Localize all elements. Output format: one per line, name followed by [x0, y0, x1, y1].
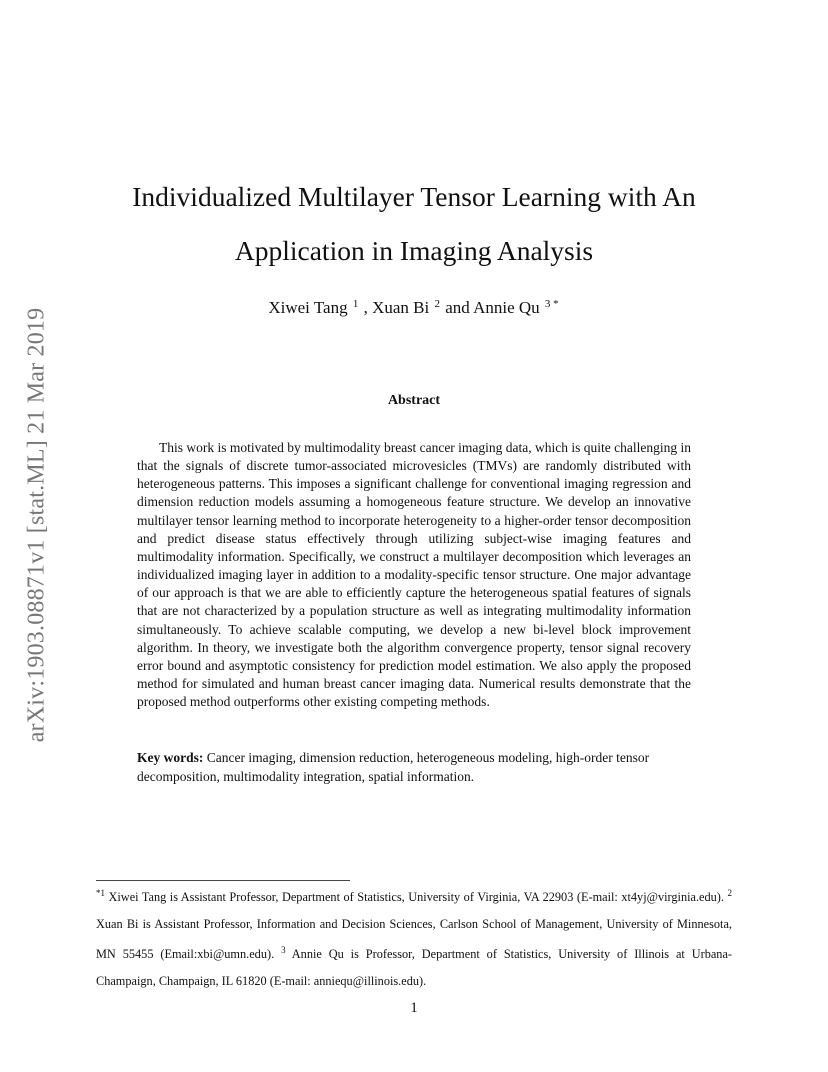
author-separator: and	[440, 298, 474, 317]
keywords-text: Cancer imaging, dimension reduction, heterogeneous modeling, high-order tensor decomposition, multimodality integration, spatial information.	[137, 750, 650, 784]
abstract-heading: Abstract	[387, 393, 441, 408]
title-line-1: Individualized Multilayer Tensor Learning with An	[132, 181, 696, 212]
author-name: Xuan Bi	[372, 298, 430, 317]
author-name: Annie Qu	[473, 298, 540, 317]
footnote-mark: *1	[96, 888, 105, 898]
affiliation-mark: 1	[352, 298, 359, 310]
footnote	[96, 880, 732, 994]
author-separator: ,	[359, 298, 373, 317]
footnote-mark: 2	[727, 888, 732, 898]
abstract-body: This work is motivated by multimodality breast cancer imaging data, which is quite challenging in that the signals of discrete tumor-associated microvesicles (TMVs) are randomly distributed with heterogeneous patterns. This imposes a significant challenge for conventional imaging regression and dimension reduction models assuming a homogeneous feature structure. We develop an innovative multilayer tensor learning method to incorporate heterogeneity to a higher-order tensor decomposition and predict disease status effectively through utilizing subject-wise imaging features and multimodality information. Specifically, we construct a multilayer decomposition which leverages an individualized imaging layer in addition to a modality-specific tensor structure. One major advantage of our approach is that we are able to efficiently capture the heterogeneous spatial features of signals that are not characterized by a population structure as well as integrating multimodality information simultaneously. To achieve scalable computing, we develop a new bi-level block improvement algorithm. In theory, we investigate both the algorithm convergence property, tensor signal recovery error bound and asymptotic consistency for prediction model estimation. We also apply the proposed method for simulated and human breast cancer imaging data. Numerical results demonstrate that the proposed method outperforms other existing competing methods.	[137, 440, 692, 710]
affiliation-mark: 3 *	[544, 298, 559, 310]
keywords-label: Key words:	[137, 750, 204, 765]
page-number: 1	[410, 1000, 418, 1016]
footnote-text: Annie Qu is Professor, Department of Statistics, University of Illinois at Urbana-Champaign, Champaign, IL 61820 (E-mail: anniequ@illinois.edu).	[96, 947, 733, 988]
author-list	[100, 298, 728, 318]
author-name: Xiwei Tang	[268, 298, 348, 317]
arxiv-sidebar	[22, 270, 52, 780]
footnote-text: Xuan Bi is Assistant Professor, Information and Decision Sciences, Carlson School of Management, University of Minnesota, MN 55455 (Email:xbi@umn.edu).	[96, 916, 732, 961]
keywords	[137, 749, 691, 786]
arxiv-identifier: arXiv:1903.08871v1 [stat.ML] 21 Mar 2019	[23, 307, 50, 743]
affiliation-mark: 2	[434, 298, 440, 310]
paper-title	[100, 170, 728, 278]
title-line-2: Application in Imaging Analysis	[234, 235, 594, 266]
footnote-text: Xiwei Tang is Assistant Professor, Department of Statistics, University of Virginia, VA 22903 (E-mail: xt4yj@virginia.edu).	[105, 890, 728, 904]
footnote-mark: 3	[281, 945, 286, 955]
